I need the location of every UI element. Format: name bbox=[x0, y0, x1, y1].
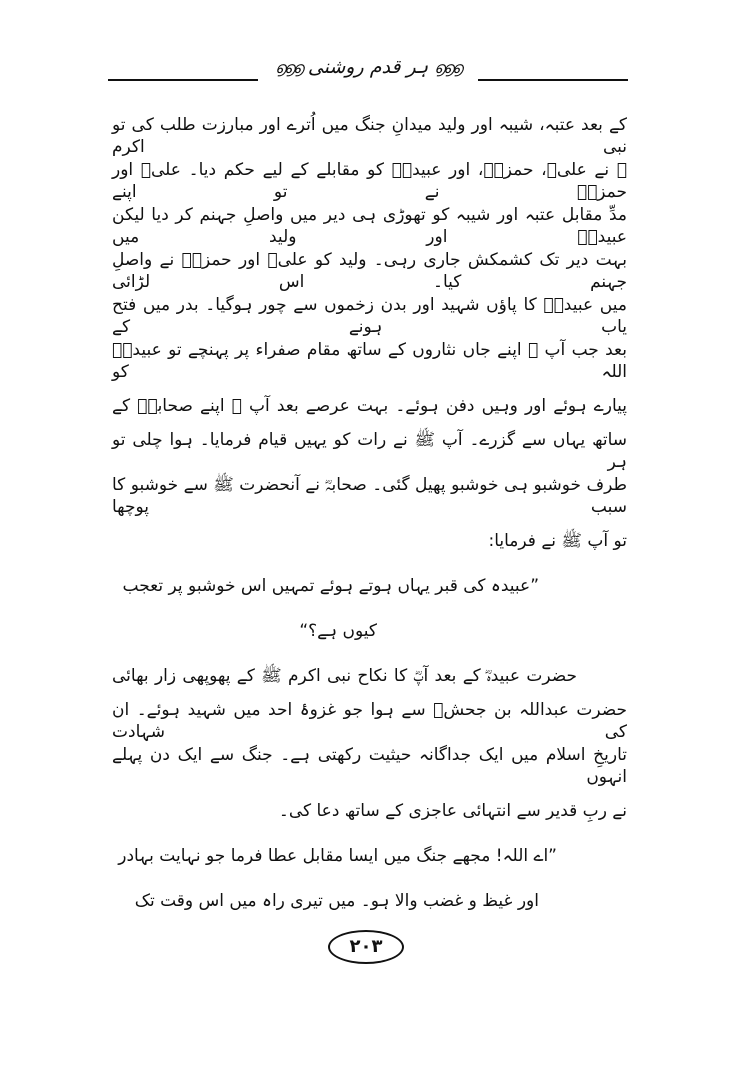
text-line-content: کے بعد عتبہ، شیبہ اور ولید میدانِ جنگ میں اُترے اور مبارزت طلب کی تو نبی اکرم bbox=[112, 114, 627, 157]
text-line bbox=[112, 518, 627, 563]
ornament-right-icon: ൭൭൭ bbox=[434, 58, 461, 77]
text-line-content: نے ربِ قدیر سے انتہائی عاجزی کے ساتھ دعا کی۔ bbox=[278, 800, 627, 821]
text-line-content: حضرت عبیدہؓ کے بعد آپؓ کا نکاح نبی اکرم ﷺ کے پھوپھی زار بھائی bbox=[112, 665, 577, 686]
running-header bbox=[108, 52, 628, 92]
quote-line bbox=[112, 608, 627, 653]
text-line-content: تاریخِ اسلام میں ایک جداگانہ حیثیت رکھتی ہے۔ جنگ سے ایک دن پہلے انہوں bbox=[112, 744, 627, 787]
text-line bbox=[112, 653, 627, 698]
text-line bbox=[112, 383, 627, 428]
text-line bbox=[112, 743, 627, 788]
quote-line-content: کیوں ہے؟“ bbox=[299, 620, 377, 641]
text-line-content: طرف خوشبو ہی خوشبو پھیل گئی۔ صحابہؓ نے آنحضرت ﷺ سے خوشبو کا سبب پوچھا bbox=[112, 474, 627, 517]
text-line-content: مدِّ مقابل عتبہ اور شیبہ کو تھوڑی ہی دیر میں واصلِ جہنم کر دیا لیکن عبیدہؓ اور ولید میں bbox=[112, 204, 627, 247]
header-rule-right bbox=[478, 79, 628, 81]
text-line-content: میں عبیدہؓ کا پاؤں شہید اور بدن زخموں سے چور ہوگیا۔ بدر میں فتح یاب ہونے کے bbox=[112, 294, 627, 337]
header-title-block bbox=[258, 56, 478, 78]
quote-line-content: اور غیظ و غضب والا ہو۔ میں تیری راہ میں اس وقت تک bbox=[134, 890, 539, 911]
text-line bbox=[112, 338, 627, 383]
text-line bbox=[112, 428, 627, 473]
text-line-content: پیارے ہوئے اور وہیں دفن ہوئے۔ بہت عرصے بعد آپ ﷺ اپنے صحابہؓ کے bbox=[112, 395, 627, 416]
text-line-content: حضرت عبداللہ بن جحشؓ سے ہوا جو غزوۂ احد میں شہید ہوئے۔ ان کی شہادت bbox=[112, 699, 627, 742]
text-line-content: ساتھ یہاں سے گزرے۔ آپ ﷺ نے رات کو یہیں قیام فرمایا۔ ہوا چلی تو ہر bbox=[112, 429, 627, 472]
text-line bbox=[112, 248, 627, 293]
quote-line bbox=[112, 563, 627, 608]
book-title: ہر قدم روشنی bbox=[307, 56, 429, 78]
quote-line-content: ”اے اللہ! مجھے جنگ میں ایسا مقابل عطا فرما جو نہایت بہادر bbox=[118, 845, 557, 866]
text-line-content: ﷺ نے علیؓ، حمزہؓ، اور عبیدہؓ کو مقابلے کے لیے حکم دیا۔ علیؓ اور حمزہؓ نے تو اپنے bbox=[112, 159, 627, 202]
text-line bbox=[112, 113, 627, 158]
quote-line bbox=[112, 833, 627, 878]
text-line-content: بہت دیر تک کشمکش جاری رہی۔ ولید کو علیؓ اور حمزہؓ نے واصلِ جہنم کیا۔ اس لڑائی bbox=[112, 249, 627, 292]
text-line bbox=[112, 203, 627, 248]
page-number: ۲۰۳ bbox=[328, 930, 404, 964]
text-line bbox=[112, 788, 627, 833]
quote-line-content: ”عبیدہ کی قبر یہاں ہوتے ہوئے تمہیں اس خوشبو پر تعجب bbox=[122, 575, 539, 596]
text-line bbox=[112, 293, 627, 338]
header-rule-left bbox=[108, 79, 258, 81]
text-line bbox=[112, 158, 627, 203]
quote-line bbox=[112, 878, 627, 923]
text-line bbox=[112, 473, 627, 518]
text-line-content: بعد جب آپ ﷺ اپنے جاں نثاروں کے ساتھ مقام صفراء پر پہنچے تو عبیدہؓ اللہ کو bbox=[112, 339, 627, 382]
text-line-content: تو آپ ﷺ نے فرمایا: bbox=[488, 530, 627, 551]
ornament-left-icon: ൭൭൭ bbox=[275, 58, 302, 77]
text-line bbox=[112, 698, 627, 743]
page-body bbox=[112, 113, 627, 923]
